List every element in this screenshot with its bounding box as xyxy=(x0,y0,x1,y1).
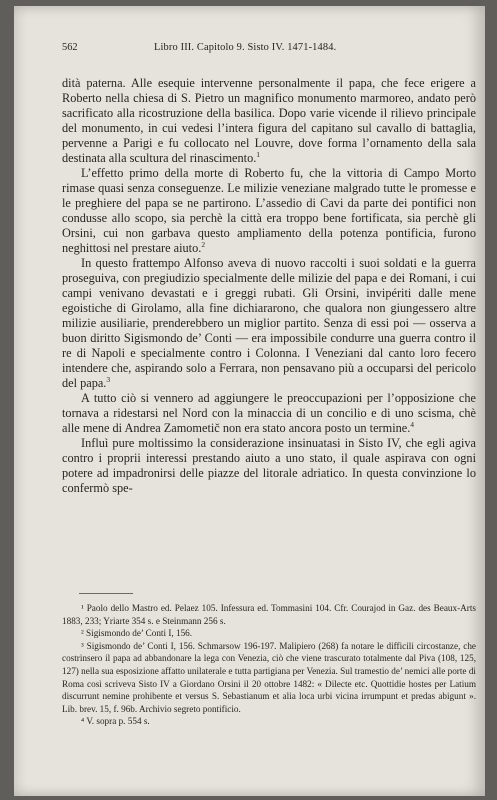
footnote-ref: 4 xyxy=(410,419,415,429)
footnotes xyxy=(62,593,476,728)
running-title: Libro III. Capitolo 9. Sisto IV. 1471-1484. xyxy=(154,42,337,53)
paragraph-2 xyxy=(62,166,476,256)
page-number: 562 xyxy=(62,42,78,53)
paragraph-5 xyxy=(62,436,476,496)
book-page xyxy=(14,6,485,796)
paragraph-text: Influì pure moltissimo la considerazione insinuatasi in Sisto IV, che egli agiva contro i proprii interessi prestando aiuto a uno stato, il quale aspirava con ogni potere ad impadronirsi delle piazze del litorale adriatico. In questa convinzione lo confermò spe- xyxy=(62,436,476,495)
footnote-ref: 3 xyxy=(106,374,111,384)
footnote-divider xyxy=(79,593,133,594)
footnote-ref: 2 xyxy=(201,239,206,249)
footnote-4: ⁴ V. sopra p. 554 s. xyxy=(81,716,150,727)
paragraph-text: dità paterna. Alle esequie intervenne personalmente il papa, che fece erigere a Roberto nella chiesa di S. Pietro un magnifico monumento marmoreo, andato però sacrificato alla ricostruzione della basilica. Dopo varie vicende il rilievo principale del monumento, in cui vedesi l’intera figura del capitano sul cavallo di battaglia, pervenne a Parigi e fu collocato nel Louvre, dove forma l’ornamento della sala destinata alla scultura del rinascimento. xyxy=(62,76,476,165)
footnote-3: ³ Sigismondo de’ Conti I, 156. Schmarsow 196-197. Malipiero (268) fa notare le difficili circostanze, che costrinsero il papa ad abbandonare la lega con Venezia, ciò che viene trascurato totalmente dal Piva (108, 125, 127) nella sua esposizione affatto unilaterale e tutta partigiana per Venezia. Sul tramestio de’ nemici alle porte di Roma così scriveva Sisto IV a Giordano Orsini il 20 ottobre 1482: « Dilecte etc. Quottidie hostes per Latium discurrunt nemine prohibente et versus S. Sebastianum et alia loca urbi vicina irrumpunt et predas abigunt ». Lib. brev. 15, f. 96b. Archivio segreto pontificio. xyxy=(62,640,476,714)
paragraph-3 xyxy=(62,256,476,391)
paragraph-4 xyxy=(62,391,476,436)
main-text xyxy=(62,76,476,496)
paragraph-text: A tutto ciò si vennero ad aggiungere le preoccupazioni per l’opposizione che tornava a ridestarsi nel Nord con la minaccia di un concilio e di uno scisma, chè alle mene di Andrea Zamometič non era stato ancora posto un termine. xyxy=(62,391,476,435)
paragraph-text: L’effetto primo della morte di Roberto fu, che la vittoria di Campo Morto rimase quasi senza conseguenze. Le milizie veneziane malgrado tutte le promesse e le preghiere del papa se ne partirono. L’assedio di Cavi da parte dei pontifici non condusse allo scopo, sia perchè la città era troppo bene fortificata, sia perchè gli Orsini, cui non garbava questo ampliamento della potenza pontificia, furono neghittosi nel prestare aiuto. xyxy=(62,166,476,255)
footnote-1: ¹ Paolo dello Mastro ed. Pelaez 105. Infessura ed. Tommasini 104. Cfr. Courajod in Gaz. des Beaux-Arts 1883, 233; Yriarte 354 s. e Steinmann 256 s. xyxy=(62,603,476,626)
footnote-2: ² Sigismondo de’ Conti I, 156. xyxy=(81,628,193,639)
paragraph-text: In questo frattempo Alfonso aveva di nuovo raccolti i suoi soldati e la guerra proseguiva, con pregiudizio specialmente delle milizie del papa e dei Romani, i cui campi venivano devastati e i greggi rubati. Gli Orsini, invipériti dalle mene egoistiche di Girolamo, alla fine dichiararono, che qualora non giungessero altre milizie ausiliarie, prenderebbero un miglior partito. Senza di essi poi — osserva a buon diritto Sigismondo de’ Conti — era impossibile condurre una guerra contro il re di Napoli e specialmente contro i Colonna. I Veneziani dal canto loro fecero intendere che, aspirando solo a Ferrara, non pensavano più a occuparsi del pericolo del papa. xyxy=(62,256,476,390)
footnote-ref: 1 xyxy=(256,149,261,159)
paragraph-1 xyxy=(62,76,476,166)
